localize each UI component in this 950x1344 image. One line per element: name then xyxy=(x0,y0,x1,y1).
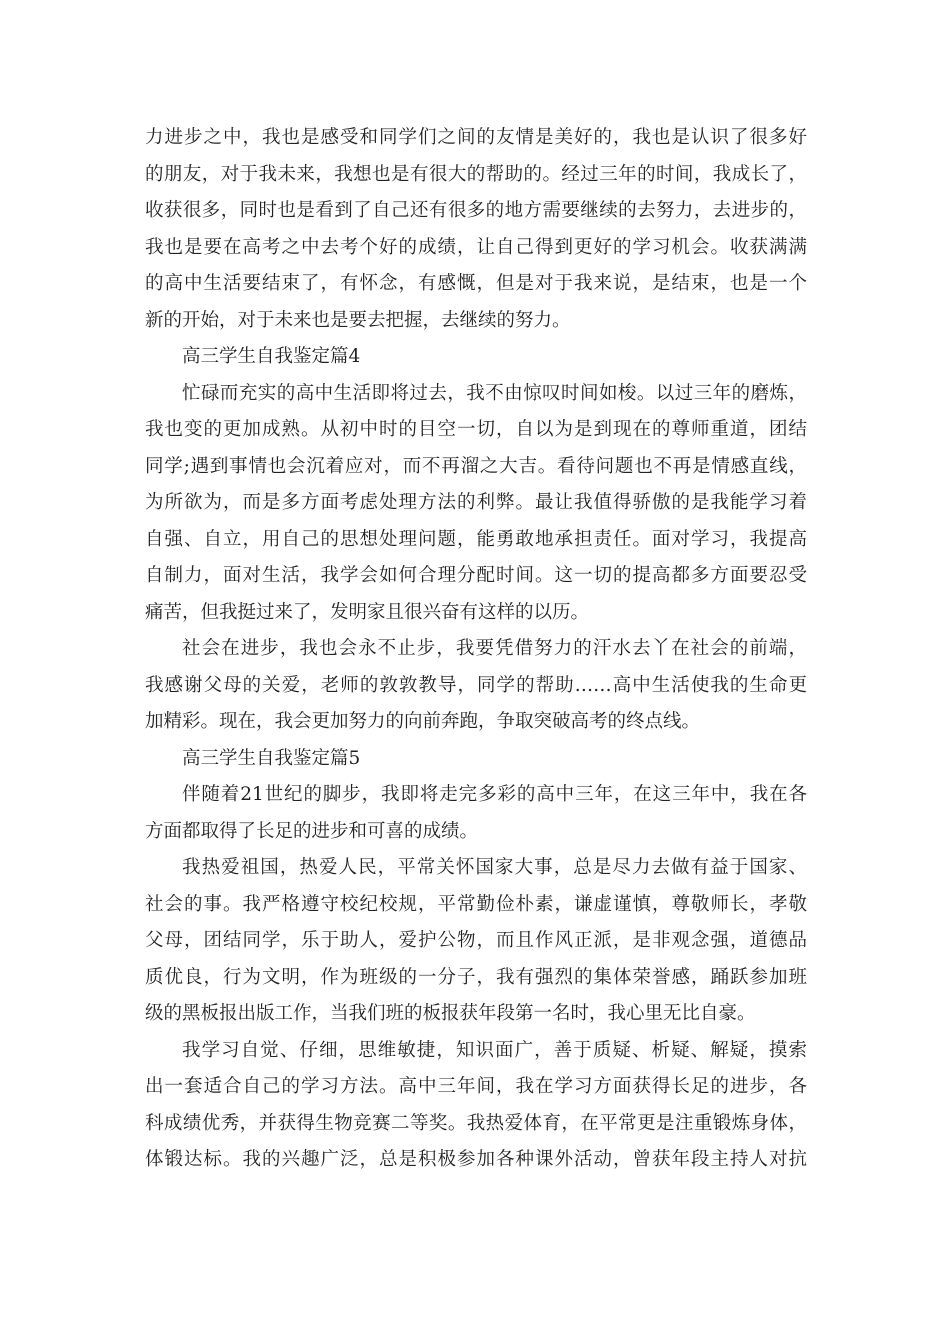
text-line: 我学习自觉、仔细，思维敏捷，知识面广，善于质疑、析疑、解疑，摸索 xyxy=(182,1039,807,1061)
text-line: 质优良，行为文明，作为班级的一分子，我有强烈的集体荣誉感，踊跃参加班 xyxy=(145,966,807,988)
text-line: 痛苦，但我挺过来了，发明家且很兴奋有这样的以历。 xyxy=(145,601,590,623)
text-line: 自制力，面对生活，我学会如何合理分配时间。这一切的提高都多方面要忍受 xyxy=(145,565,807,586)
text-line: 父母，团结同学，乐于助人，爱护公物，而且作风正派，是非观念强，道德品 xyxy=(145,930,807,951)
paragraph-4b xyxy=(145,631,807,741)
text-line: 科成绩优秀，并获得生物竞赛二等奖。我热爱体育，在平常更是注重锻炼身体， xyxy=(145,1112,807,1134)
text-line: 忙碌而充实的高中生活即将过去，我不由惊叹时间如梭。以过三年的磨炼， xyxy=(182,382,807,404)
text-line: 伴随着21世纪的脚步，我即将走完多彩的高中三年，在这三年中，我在各 xyxy=(182,784,807,805)
paragraph-5b xyxy=(145,850,807,1033)
text-line: 力进步之中，我也是感受和同学们之间的友情是美好的，我也是认识了很多好 xyxy=(145,127,807,148)
text-line: 自强、自立，用自己的思想处理问题，能勇敢地承担责任。面对学习，我提高 xyxy=(145,528,807,550)
section-heading-4: 高三学生自我鉴定篇4 xyxy=(182,346,361,367)
text-line: 社会在进步，我也会永不止步，我要凭借努力的汗水去丫在社会的前端， xyxy=(182,638,807,659)
paragraph-5a xyxy=(145,777,807,850)
text-line: 级的黑板报出版工作，当我们班的板报获年段第一名时，我心里无比自豪。 xyxy=(145,1003,756,1024)
text-line: 的朋友，对于我未来，我想也是有很大的帮助的。经过三年的时间，我成长了， xyxy=(145,163,807,185)
text-line: 我也是要在高考之中去考个好的成绩，让自己得到更好的学习机会。收获满满 xyxy=(145,236,807,258)
text-line: 我热爱祖国，热爱人民，平常关怀国家大事，总是尽力去做有益于国家、 xyxy=(182,857,807,878)
text-line: 体锻达标。我的兴趣广泛，总是积极参加各种课外活动，曾获年段主持人对抗 xyxy=(145,1149,807,1170)
text-line: 加精彩。现在，我会更加努力的向前奔跑，争取突破高考的终点线。 xyxy=(145,711,701,732)
text-line: 社会的事。我严格遵守校纪校规，平常勤俭朴素，谦虚谨慎，尊敬师长，孝敬 xyxy=(145,893,807,915)
text-line: 出一套适合自己的学习方法。高中三年间，我在学习方面获得长足的进步，各 xyxy=(145,1076,807,1097)
text-line: 为所欲为，而是多方面考虑处理方法的利弊。最让我值得骄傲的是我能学习着 xyxy=(145,492,807,513)
paragraph-5c xyxy=(145,1033,807,1179)
paragraph-continued xyxy=(145,120,807,339)
text-line: 我也变的更加成熟。从初中时的目空一切，自以为是到现在的尊师重道，团结 xyxy=(145,419,807,440)
text-line: 方面都取得了长足的进步和可喜的成绩。 xyxy=(145,820,479,842)
text-line: 收获很多，同时也是看到了自己还有很多的地方需要继续的去努力，去进步的， xyxy=(145,200,807,221)
text-line: 我感谢父母的关爱，老师的敦敦教导，同学的帮助……高中生活使我的生命更 xyxy=(145,674,807,696)
text-line: 新的开始，对于未来也是要去把握，去继续的努力。 xyxy=(145,309,571,331)
text-line: 的高中生活要结束了，有怀念，有感慨，但是对于我来说，是结束，也是一个 xyxy=(145,273,807,294)
section-heading-5: 高三学生自我鉴定篇5 xyxy=(182,747,361,769)
text-line: 同学;遇到事情也会沉着应对，而不再溜之大吉。看待问题也不再是情感直线， xyxy=(145,455,807,477)
document-page xyxy=(145,120,807,1179)
paragraph-4a xyxy=(145,376,807,632)
